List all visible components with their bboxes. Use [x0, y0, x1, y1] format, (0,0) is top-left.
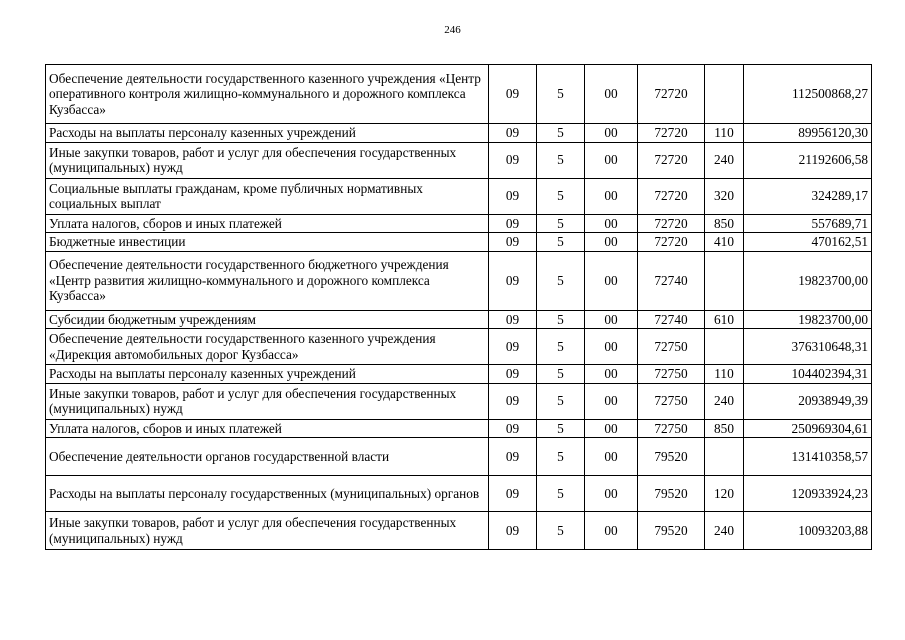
- subsection-code-cell: 5: [537, 124, 585, 143]
- program-code-cell: 00: [585, 251, 638, 310]
- expense-type-cell: 110: [705, 124, 744, 143]
- expense-name-cell: Иные закупки товаров, работ и услуг для обеспечения государственных (муниципальных) нужд: [46, 142, 489, 178]
- section-code-cell: 09: [489, 419, 537, 438]
- section-code-cell: 09: [489, 476, 537, 512]
- program-code-cell: 00: [585, 419, 638, 438]
- table-row: [46, 142, 872, 178]
- direction-code-cell: 72720: [638, 178, 705, 214]
- subsection-code-cell: 5: [537, 329, 585, 365]
- expense-name-cell: Бюджетные инвестиции: [46, 233, 489, 252]
- expense-type-cell: 240: [705, 512, 744, 550]
- program-code-cell: 00: [585, 124, 638, 143]
- table-row: [46, 329, 872, 365]
- expense-name-cell: Уплата налогов, сборов и иных платежей: [46, 214, 489, 233]
- expense-type-cell: [705, 251, 744, 310]
- direction-code-cell: 79520: [638, 512, 705, 550]
- section-code-cell: 09: [489, 512, 537, 550]
- expense-type-cell: 610: [705, 310, 744, 329]
- subsection-code-cell: 5: [537, 438, 585, 476]
- direction-code-cell: 79520: [638, 476, 705, 512]
- section-code-cell: 09: [489, 233, 537, 252]
- expense-name-cell: Социальные выплаты гражданам, кроме публичных нормативных социальных выплат: [46, 178, 489, 214]
- program-code-cell: 00: [585, 383, 638, 419]
- direction-code-cell: 72720: [638, 124, 705, 143]
- section-code-cell: 09: [489, 65, 537, 124]
- table-row: [46, 438, 872, 476]
- subsection-code-cell: 5: [537, 383, 585, 419]
- section-code-cell: 09: [489, 310, 537, 329]
- amount-cell: 20938949,39: [744, 383, 872, 419]
- amount-cell: 250969304,61: [744, 419, 872, 438]
- budget-table-body: [46, 65, 872, 550]
- amount-cell: 112500868,27: [744, 65, 872, 124]
- expense-type-cell: 240: [705, 383, 744, 419]
- table-row: [46, 383, 872, 419]
- expense-name-cell: Обеспечение деятельности органов государственной власти: [46, 438, 489, 476]
- amount-cell: 19823700,00: [744, 251, 872, 310]
- subsection-code-cell: 5: [537, 178, 585, 214]
- program-code-cell: 00: [585, 233, 638, 252]
- program-code-cell: 00: [585, 65, 638, 124]
- program-code-cell: 00: [585, 512, 638, 550]
- expense-type-cell: 240: [705, 142, 744, 178]
- section-code-cell: 09: [489, 142, 537, 178]
- table-row: [46, 214, 872, 233]
- subsection-code-cell: 5: [537, 476, 585, 512]
- table-row: [46, 419, 872, 438]
- subsection-code-cell: 5: [537, 365, 585, 384]
- expense-name-cell: Расходы на выплаты персоналу казенных учреждений: [46, 365, 489, 384]
- expense-name-cell: Уплата налогов, сборов и иных платежей: [46, 419, 489, 438]
- subsection-code-cell: 5: [537, 214, 585, 233]
- expense-name-cell: Субсидии бюджетным учреждениям: [46, 310, 489, 329]
- program-code-cell: 00: [585, 214, 638, 233]
- direction-code-cell: 72740: [638, 310, 705, 329]
- amount-cell: 10093203,88: [744, 512, 872, 550]
- table-row: [46, 65, 872, 124]
- program-code-cell: 00: [585, 310, 638, 329]
- program-code-cell: 00: [585, 365, 638, 384]
- direction-code-cell: 72720: [638, 142, 705, 178]
- expense-name-cell: Иные закупки товаров, работ и услуг для обеспечения государственных (муниципальных) нужд: [46, 512, 489, 550]
- program-code-cell: 00: [585, 178, 638, 214]
- expense-name-cell: Расходы на выплаты персоналу государственных (муниципальных) органов: [46, 476, 489, 512]
- table-row: [46, 124, 872, 143]
- table-row: [46, 233, 872, 252]
- table-row: [46, 178, 872, 214]
- section-code-cell: 09: [489, 365, 537, 384]
- direction-code-cell: 72720: [638, 233, 705, 252]
- program-code-cell: 00: [585, 142, 638, 178]
- amount-cell: 89956120,30: [744, 124, 872, 143]
- direction-code-cell: 72750: [638, 419, 705, 438]
- expense-type-cell: 850: [705, 419, 744, 438]
- subsection-code-cell: 5: [537, 251, 585, 310]
- expense-type-cell: [705, 329, 744, 365]
- amount-cell: 21192606,58: [744, 142, 872, 178]
- subsection-code-cell: 5: [537, 142, 585, 178]
- table-row: [46, 251, 872, 310]
- section-code-cell: 09: [489, 124, 537, 143]
- section-code-cell: 09: [489, 383, 537, 419]
- expense-name-cell: Обеспечение деятельности государственного казенного учреждения «Центр оперативного контроля жилищно-коммунального и дорожного комплекса Кузбасса»: [46, 65, 489, 124]
- expense-type-cell: 120: [705, 476, 744, 512]
- amount-cell: 324289,17: [744, 178, 872, 214]
- expense-type-cell: 410: [705, 233, 744, 252]
- expense-name-cell: Иные закупки товаров, работ и услуг для обеспечения государственных (муниципальных) нужд: [46, 383, 489, 419]
- direction-code-cell: 72740: [638, 251, 705, 310]
- subsection-code-cell: 5: [537, 233, 585, 252]
- program-code-cell: 00: [585, 476, 638, 512]
- program-code-cell: 00: [585, 329, 638, 365]
- direction-code-cell: 72750: [638, 383, 705, 419]
- amount-cell: 470162,51: [744, 233, 872, 252]
- expense-type-cell: [705, 65, 744, 124]
- program-code-cell: 00: [585, 438, 638, 476]
- budget-table: [45, 64, 872, 550]
- expense-type-cell: 320: [705, 178, 744, 214]
- direction-code-cell: 72720: [638, 65, 705, 124]
- table-row: [46, 365, 872, 384]
- amount-cell: 131410358,57: [744, 438, 872, 476]
- direction-code-cell: 79520: [638, 438, 705, 476]
- expense-name-cell: Обеспечение деятельности государственного бюджетного учреждения «Центр развития жилищно-коммунального и дорожного комплекса Кузбасса»: [46, 251, 489, 310]
- page-number: 246: [444, 24, 461, 36]
- subsection-code-cell: 5: [537, 512, 585, 550]
- expense-type-cell: 850: [705, 214, 744, 233]
- direction-code-cell: 72750: [638, 329, 705, 365]
- section-code-cell: 09: [489, 438, 537, 476]
- expense-type-cell: 110: [705, 365, 744, 384]
- section-code-cell: 09: [489, 214, 537, 233]
- subsection-code-cell: 5: [537, 65, 585, 124]
- amount-cell: 120933924,23: [744, 476, 872, 512]
- expense-name-cell: Обеспечение деятельности государственного казенного учреждения «Дирекция автомобильных дорог Кузбасса»: [46, 329, 489, 365]
- expense-type-cell: [705, 438, 744, 476]
- table-row: [46, 310, 872, 329]
- table-row: [46, 512, 872, 550]
- amount-cell: 557689,71: [744, 214, 872, 233]
- subsection-code-cell: 5: [537, 310, 585, 329]
- expense-name-cell: Расходы на выплаты персоналу казенных учреждений: [46, 124, 489, 143]
- amount-cell: 376310648,31: [744, 329, 872, 365]
- section-code-cell: 09: [489, 178, 537, 214]
- table-row: [46, 476, 872, 512]
- amount-cell: 19823700,00: [744, 310, 872, 329]
- section-code-cell: 09: [489, 251, 537, 310]
- section-code-cell: 09: [489, 329, 537, 365]
- subsection-code-cell: 5: [537, 419, 585, 438]
- amount-cell: 104402394,31: [744, 365, 872, 384]
- direction-code-cell: 72720: [638, 214, 705, 233]
- direction-code-cell: 72750: [638, 365, 705, 384]
